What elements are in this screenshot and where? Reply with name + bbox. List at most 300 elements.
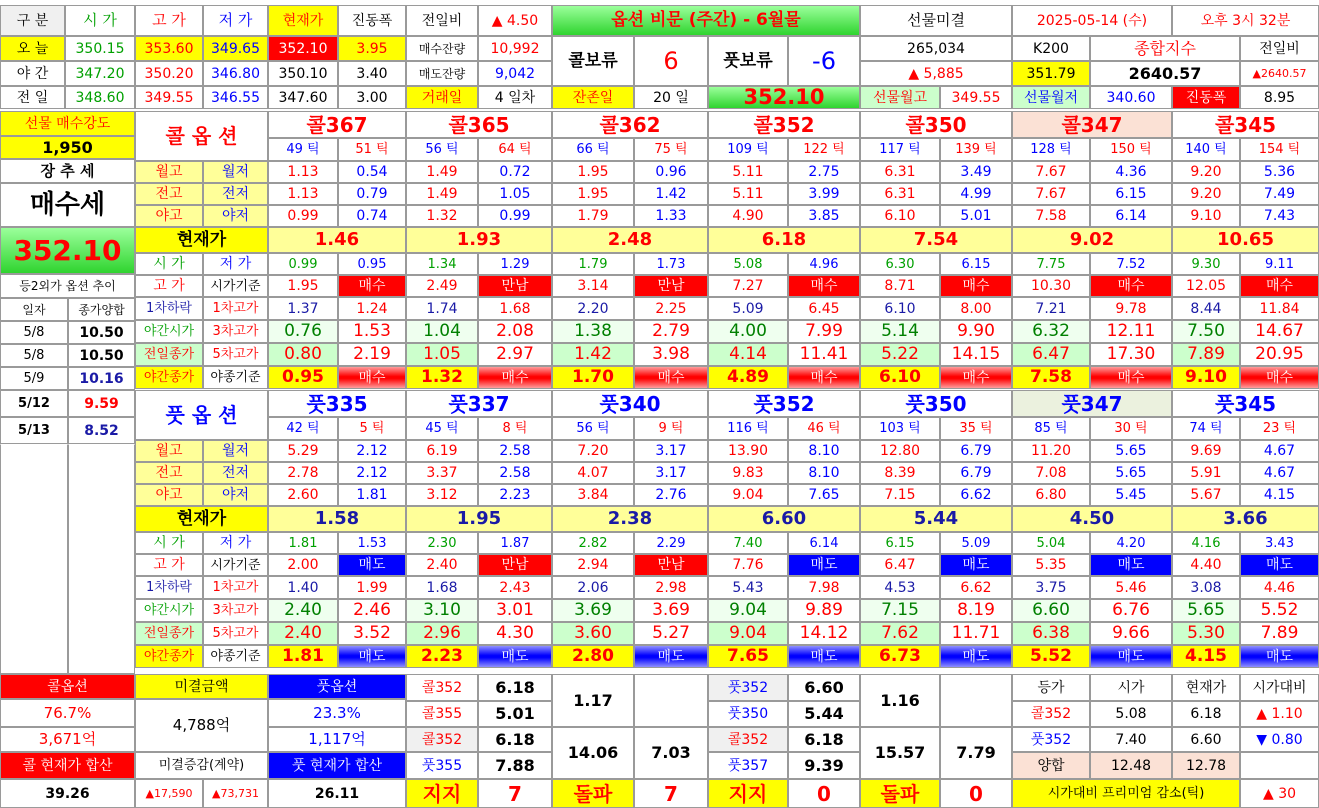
put-night-close-value: 5.52 (1012, 645, 1090, 668)
put-prev-high: 5.91 (1172, 462, 1240, 484)
call-r3b-value: 2.97 (478, 343, 552, 366)
call-month-low: 0.96 (634, 161, 708, 183)
call-col-name: 콜347 (1012, 111, 1172, 138)
call-label-low: 저 가 (203, 253, 268, 275)
call-night-high: 1.79 (552, 205, 634, 227)
put-title: 풋 옵 션 (135, 390, 268, 440)
put-r1-value: 3.08 (1172, 576, 1240, 599)
put-signal-open: 매도 (338, 554, 406, 576)
call-prev-low: 4.99 (940, 183, 1012, 205)
call-prev-low: 6.15 (1090, 183, 1172, 205)
put-night-high: 3.84 (552, 484, 634, 506)
call-signal-open: 매수 (788, 275, 860, 297)
support-label-2: 지지 (708, 779, 788, 808)
put-night-open-value: 3.10 (406, 599, 478, 622)
trend-row-date: 5/13 (0, 417, 68, 444)
call-r2b-value: 7.99 (788, 320, 860, 343)
call-month-low: 4.36 (1090, 161, 1172, 183)
put-night-high: 3.12 (406, 484, 478, 506)
atm-header: 등가 (1012, 674, 1090, 701)
call-r3b-value: 20.95 (1240, 343, 1319, 366)
call-open: 7.75 (1012, 253, 1090, 275)
put-prev-low: 3.17 (634, 462, 708, 484)
call-prev-close-value: 1.42 (552, 343, 634, 366)
today-current: 352.10 (268, 36, 338, 61)
call-low: 9.11 (1240, 253, 1319, 275)
put-prev-high: 2.78 (268, 462, 338, 484)
call-sum-label: 콜 현재가 합산 (0, 752, 135, 779)
call-current-price: 1.46 (268, 227, 406, 253)
call-current-price: 2.48 (552, 227, 708, 253)
put-col-name: 풋335 (268, 390, 406, 417)
call-title: 콜 옵 션 (135, 111, 268, 161)
put-low: 4.20 (1090, 532, 1172, 554)
put-prev-high: 7.08 (1012, 462, 1090, 484)
support-value-1: 7 (478, 779, 552, 808)
call-high: 8.71 (860, 275, 940, 297)
put-night-high: 2.60 (268, 484, 338, 506)
call-r2b-value: 12.11 (1090, 320, 1172, 343)
put-night-high: 6.80 (1012, 484, 1090, 506)
call-prev-high: 7.67 (1012, 183, 1090, 205)
call-night-close-value: 1.32 (406, 366, 478, 389)
call-night-open-value: 6.32 (1012, 320, 1090, 343)
put-low: 3.43 (1240, 532, 1319, 554)
put-night-close-value: 1.81 (268, 645, 338, 668)
put-signal-close: 매도 (940, 645, 1012, 668)
put-prev-high: 4.07 (552, 462, 634, 484)
call-high: 7.27 (708, 275, 788, 297)
call-high: 12.05 (1172, 275, 1240, 297)
put-r1b-value: 1.99 (338, 576, 406, 599)
put-month-low: 2.12 (338, 440, 406, 462)
g4-value-2: 9.39 (788, 752, 860, 779)
kospi-label: 종합지수 (1090, 36, 1240, 61)
call-prev-low: 1.05 (478, 183, 552, 205)
trend-row-value: 9.59 (68, 390, 135, 417)
put-r3b-value: 3.52 (338, 622, 406, 645)
call-night-low: 0.74 (338, 205, 406, 227)
call-low: 0.95 (338, 253, 406, 275)
call-signal-close: 매수 (478, 366, 552, 389)
g2-blank (940, 674, 1012, 727)
call-r2b-value: 14.67 (1240, 320, 1319, 343)
call-night-high: 1.32 (406, 205, 478, 227)
atm-put-vs: ▼ 0.80 (1240, 727, 1319, 752)
call-prev-high: 6.31 (860, 183, 940, 205)
call-r1-value: 1.37 (268, 297, 338, 320)
put-r2b-value: 8.19 (940, 599, 1012, 622)
atm-current-header: 현재가 (1172, 674, 1240, 701)
k200-value: 351.79 (1012, 61, 1090, 86)
breakout-value-1: 7 (634, 779, 708, 808)
put-low: 1.87 (478, 532, 552, 554)
put-signal-close: 매도 (1240, 645, 1319, 668)
put-night-close-value: 6.73 (860, 645, 940, 668)
put-signal-open: 매도 (788, 554, 860, 576)
call-tick-1: 128 틱 (1012, 138, 1090, 161)
left-price: 352.10 (0, 227, 135, 274)
call-r1b-value: 11.84 (1240, 297, 1319, 320)
call-signal-close: 매수 (338, 366, 406, 389)
call-label-pl: 전저 (203, 183, 268, 205)
put-prev-high: 3.37 (406, 462, 478, 484)
put-r3b-value: 5.27 (634, 622, 708, 645)
put-label-r1b: 1차고가 (203, 576, 268, 599)
g2-name-1: 풋352 (708, 674, 788, 701)
put-tick-1: 85 틱 (1012, 417, 1090, 440)
trend-row-date: 5/8 (0, 321, 68, 344)
call-label-r3b: 5차고가 (203, 343, 268, 366)
big-price: 352.10 (708, 86, 860, 109)
remain-value: 20 일 (634, 86, 708, 109)
put-month-high: 6.19 (406, 440, 478, 462)
call-prev-high: 5.11 (708, 183, 788, 205)
call-label-r4b: 야종기준 (203, 366, 268, 389)
row-today-label: 오 늘 (0, 36, 65, 61)
call-night-low: 5.01 (940, 205, 1012, 227)
call-prev-low: 0.79 (338, 183, 406, 205)
call-low: 6.15 (940, 253, 1012, 275)
range2-label: 진동폭 (1172, 86, 1240, 109)
put-month-high: 9.69 (1172, 440, 1240, 462)
put-sum-label: 풋 현재가 합산 (268, 752, 406, 779)
call-signal-close: 매수 (1090, 366, 1172, 389)
call-prev-high: 1.13 (268, 183, 338, 205)
put-night-low: 1.81 (338, 484, 406, 506)
put-high: 2.94 (552, 554, 634, 576)
call-r1-value: 6.10 (860, 297, 940, 320)
put-night-high: 7.15 (860, 484, 940, 506)
prev-current: 347.60 (268, 86, 338, 109)
g1-blank (634, 674, 708, 727)
call-month-low: 3.49 (940, 161, 1012, 183)
put-night-open-value: 7.15 (860, 599, 940, 622)
put-r1-value: 4.53 (860, 576, 940, 599)
trend-row-value: 10.50 (68, 321, 135, 344)
put-open: 7.40 (708, 532, 788, 554)
put-r1-value: 3.75 (1012, 576, 1090, 599)
call-month-low: 5.36 (1240, 161, 1319, 183)
put-r1b-value: 7.98 (788, 576, 860, 599)
call-hold-label: 콜보류 (552, 36, 634, 86)
put-tick-1: 56 틱 (552, 417, 634, 440)
call-label-ph: 전고 (135, 183, 203, 205)
put-open: 4.16 (1172, 532, 1240, 554)
put-tick-2: 5 틱 (338, 417, 406, 440)
put-r2b-value: 3.69 (634, 599, 708, 622)
call-signal-open: 매수 (338, 275, 406, 297)
kospi-change-value: ▲2640.57 (1240, 61, 1319, 86)
trend-row-date: 5/12 (0, 390, 68, 417)
put-high: 5.35 (1012, 554, 1090, 576)
bottom-call-amt: 3,671억 (0, 727, 135, 752)
call-prev-close-value: 4.14 (708, 343, 788, 366)
premium-label: 시가대비 프리미엄 감소(틱) (1012, 779, 1240, 808)
put-month-high: 11.20 (1012, 440, 1090, 462)
header-current: 현재가 (268, 5, 338, 36)
put-open: 6.15 (860, 532, 940, 554)
trend-table-title: 등2외가 옵션 추이 (0, 274, 135, 298)
call-month-high: 1.13 (268, 161, 338, 183)
remain-label: 잔존일 (552, 86, 634, 109)
call-night-low: 1.33 (634, 205, 708, 227)
call-label-high: 고 가 (135, 275, 203, 297)
change-label: 전일비 (406, 5, 478, 36)
row-prev-label: 전 일 (0, 86, 65, 109)
put-tick-2: 23 틱 (1240, 417, 1319, 440)
call-prev-low: 7.49 (1240, 183, 1319, 205)
put-night-low: 4.15 (1240, 484, 1319, 506)
put-night-low: 5.45 (1090, 484, 1172, 506)
g2-value-1: 6.60 (788, 674, 860, 701)
call-signal-close: 매수 (940, 366, 1012, 389)
put-label-openbase: 시가기준 (203, 554, 268, 576)
put-month-high: 5.29 (268, 440, 338, 462)
put-signal-open: 매도 (1240, 554, 1319, 576)
put-r3b-value: 4.30 (478, 622, 552, 645)
oi-change: ▲ 5,885 (860, 61, 1012, 86)
put-col-name: 풋337 (406, 390, 552, 417)
call-night-high: 4.90 (708, 205, 788, 227)
kospi-value: 2640.57 (1090, 61, 1240, 86)
put-night-high: 5.67 (1172, 484, 1240, 506)
put-night-open-value: 2.40 (268, 599, 338, 622)
call-r3b-value: 11.41 (788, 343, 860, 366)
call-r1-value: 5.09 (708, 297, 788, 320)
oi-label: 선물미결 (860, 5, 1012, 36)
put-current-price: 3.66 (1172, 506, 1319, 532)
put-night-close-value: 4.15 (1172, 645, 1240, 668)
put-r1-value: 5.43 (708, 576, 788, 599)
put-low: 5.09 (940, 532, 1012, 554)
put-high: 7.76 (708, 554, 788, 576)
call-tick-2: 64 틱 (478, 138, 552, 161)
call-night-high: 6.10 (860, 205, 940, 227)
call-high: 1.95 (268, 275, 338, 297)
call-month-high: 1.49 (406, 161, 478, 183)
put-col-name: 풋352 (708, 390, 860, 417)
g1-name-1: 콜352 (406, 674, 478, 701)
call-prev-close-value: 7.89 (1172, 343, 1240, 366)
call-low: 1.29 (478, 253, 552, 275)
put-night-open-value: 9.04 (708, 599, 788, 622)
call-r3b-value: 2.19 (338, 343, 406, 366)
call-night-open-value: 4.00 (708, 320, 788, 343)
g1-value-2: 5.01 (478, 701, 552, 727)
put-open: 2.30 (406, 532, 478, 554)
call-r1b-value: 2.25 (634, 297, 708, 320)
call-r1-value: 2.20 (552, 297, 634, 320)
oi-increase-call: ▲17,590 (135, 779, 203, 808)
trend-value: 매수세 (0, 183, 135, 227)
g1-value-1: 6.18 (478, 674, 552, 701)
call-hold-value: 6 (634, 36, 708, 86)
atm-put-open: 7.40 (1090, 727, 1172, 752)
call-tick-1: 117 틱 (860, 138, 940, 161)
put-night-low: 6.62 (940, 484, 1012, 506)
g4-value-1: 6.18 (788, 727, 860, 752)
put-r1b-value: 6.62 (940, 576, 1012, 599)
call-prev-high: 1.95 (552, 183, 634, 205)
put-night-low: 7.65 (788, 484, 860, 506)
put-current-price: 6.60 (708, 506, 860, 532)
put-month-low: 6.79 (940, 440, 1012, 462)
put-night-close-value: 2.23 (406, 645, 478, 668)
call-month-high: 9.20 (1172, 161, 1240, 183)
put-month-low: 8.10 (788, 440, 860, 462)
call-label-mh: 월고 (135, 161, 203, 183)
g4-name-2: 풋357 (708, 752, 788, 779)
call-signal-close: 매수 (634, 366, 708, 389)
range2-value: 8.95 (1240, 86, 1319, 109)
call-current-price: 9.02 (1012, 227, 1172, 253)
put-high: 2.40 (406, 554, 478, 576)
header-low: 저 가 (203, 5, 268, 36)
today-high: 353.60 (135, 36, 203, 61)
change-value: ▲ 4.50 (478, 5, 552, 36)
trend-row-date: 5/9 (0, 367, 68, 390)
call-month-low: 2.75 (788, 161, 860, 183)
put-label-mh: 월고 (135, 440, 203, 462)
call-tick-2: 139 틱 (940, 138, 1012, 161)
g3-half: 7.03 (634, 727, 708, 779)
call-signal-open: 매수 (940, 275, 1012, 297)
put-prev-low: 4.67 (1240, 462, 1319, 484)
bottom-put-amt: 1,117억 (268, 727, 406, 752)
trend-row-date: 5/8 (0, 344, 68, 367)
page-title: 옵션 비문 (주간) - 6월물 (552, 5, 860, 36)
call-month-low: 0.54 (338, 161, 406, 183)
call-signal-open: 만남 (478, 275, 552, 297)
trend-label: 장 추 세 (0, 159, 135, 183)
call-low: 7.52 (1090, 253, 1172, 275)
breakout-label-1: 돌파 (552, 779, 634, 808)
call-night-close-value: 7.58 (1012, 366, 1090, 389)
put-col-name: 풋345 (1172, 390, 1319, 417)
row-night-label: 야 간 (0, 61, 65, 86)
call-open: 1.34 (406, 253, 478, 275)
call-r3b-value: 17.30 (1090, 343, 1172, 366)
atm-sum-blank (1240, 752, 1319, 779)
month-low-value: 340.60 (1090, 86, 1172, 109)
atm-sum-current: 12.78 (1172, 752, 1240, 779)
atm-put-name: 풋352 (1012, 727, 1090, 752)
put-r1-value: 1.68 (406, 576, 478, 599)
call-signal-open: 매수 (1240, 275, 1319, 297)
put-r1b-value: 4.46 (1240, 576, 1319, 599)
put-month-high: 7.20 (552, 440, 634, 462)
put-r1b-value: 2.98 (634, 576, 708, 599)
put-r1b-value: 2.43 (478, 576, 552, 599)
oi-increase-put: ▲73,731 (203, 779, 268, 808)
header-range: 진동폭 (338, 5, 406, 36)
ask-value: 9,042 (478, 61, 552, 86)
tradeday-label: 거래일 (406, 86, 478, 109)
call-col-name: 콜350 (860, 111, 1012, 138)
call-tick-1: 56 틱 (406, 138, 478, 161)
call-prev-close-value: 5.22 (860, 343, 940, 366)
put-current-price: 5.44 (860, 506, 1012, 532)
breakout-value-2: 0 (940, 779, 1012, 808)
put-prev-close-value: 2.40 (268, 622, 338, 645)
night-open: 347.20 (65, 61, 135, 86)
call-open: 9.30 (1172, 253, 1240, 275)
time: 오후 3시 32분 (1172, 5, 1319, 36)
put-label-ml: 월저 (203, 440, 268, 462)
call-prev-high: 9.20 (1172, 183, 1240, 205)
put-tick-1: 45 틱 (406, 417, 478, 440)
put-night-close-value: 7.65 (708, 645, 788, 668)
put-prev-high: 9.83 (708, 462, 788, 484)
call-label-r4: 야간종가 (135, 366, 203, 389)
bottom-put-label: 풋옵션 (268, 674, 406, 699)
call-label-nh: 야고 (135, 205, 203, 227)
call-r1b-value: 9.78 (1090, 297, 1172, 320)
call-open: 6.30 (860, 253, 940, 275)
today-open: 350.15 (65, 36, 135, 61)
call-r2b-value: 9.90 (940, 320, 1012, 343)
g3-sum: 14.06 (552, 727, 634, 779)
call-label-r3: 전일종가 (135, 343, 203, 366)
call-prev-close-value: 0.80 (268, 343, 338, 366)
put-prev-close-value: 9.04 (708, 622, 788, 645)
put-col-name: 풋350 (860, 390, 1012, 417)
prev-low: 346.55 (203, 86, 268, 109)
put-r1-value: 2.06 (552, 576, 634, 599)
put-month-low: 2.58 (478, 440, 552, 462)
call-open: 1.79 (552, 253, 634, 275)
call-night-open-value: 1.04 (406, 320, 478, 343)
put-current-price: 2.38 (552, 506, 708, 532)
call-r1b-value: 1.24 (338, 297, 406, 320)
call-tick-1: 140 틱 (1172, 138, 1240, 161)
put-prev-close-value: 3.60 (552, 622, 634, 645)
call-night-low: 0.99 (478, 205, 552, 227)
call-r3b-value: 14.15 (940, 343, 1012, 366)
call-tick-2: 51 틱 (338, 138, 406, 161)
support-label-1: 지지 (406, 779, 478, 808)
call-high: 2.49 (406, 275, 478, 297)
put-col-name: 풋347 (1012, 390, 1172, 417)
put-month-high: 12.80 (860, 440, 940, 462)
put-night-high: 9.04 (708, 484, 788, 506)
put-label-low: 저 가 (203, 532, 268, 554)
call-col-name: 콜345 (1172, 111, 1319, 138)
call-label-nl: 야저 (203, 205, 268, 227)
call-prev-low: 1.42 (634, 183, 708, 205)
call-r2b-value: 1.53 (338, 320, 406, 343)
prev-range: 3.00 (338, 86, 406, 109)
call-night-low: 6.14 (1090, 205, 1172, 227)
put-night-open-value: 5.65 (1172, 599, 1240, 622)
put-prev-low: 6.79 (940, 462, 1012, 484)
call-current-price: 10.65 (1172, 227, 1319, 253)
left-blank-b (68, 444, 135, 674)
k200-label: K200 (1012, 36, 1090, 61)
put-signal-open: 매도 (1090, 554, 1172, 576)
call-label-r2b: 3차고가 (203, 320, 268, 343)
call-night-close-value: 6.10 (860, 366, 940, 389)
oi-amount-label: 미결금액 (135, 674, 268, 699)
put-current-price: 4.50 (1012, 506, 1172, 532)
call-night-high: 0.99 (268, 205, 338, 227)
night-high: 350.20 (135, 61, 203, 86)
g1-name-2: 콜355 (406, 701, 478, 727)
put-label-pl: 전저 (203, 462, 268, 484)
put-high: 2.00 (268, 554, 338, 576)
put-low: 6.14 (788, 532, 860, 554)
